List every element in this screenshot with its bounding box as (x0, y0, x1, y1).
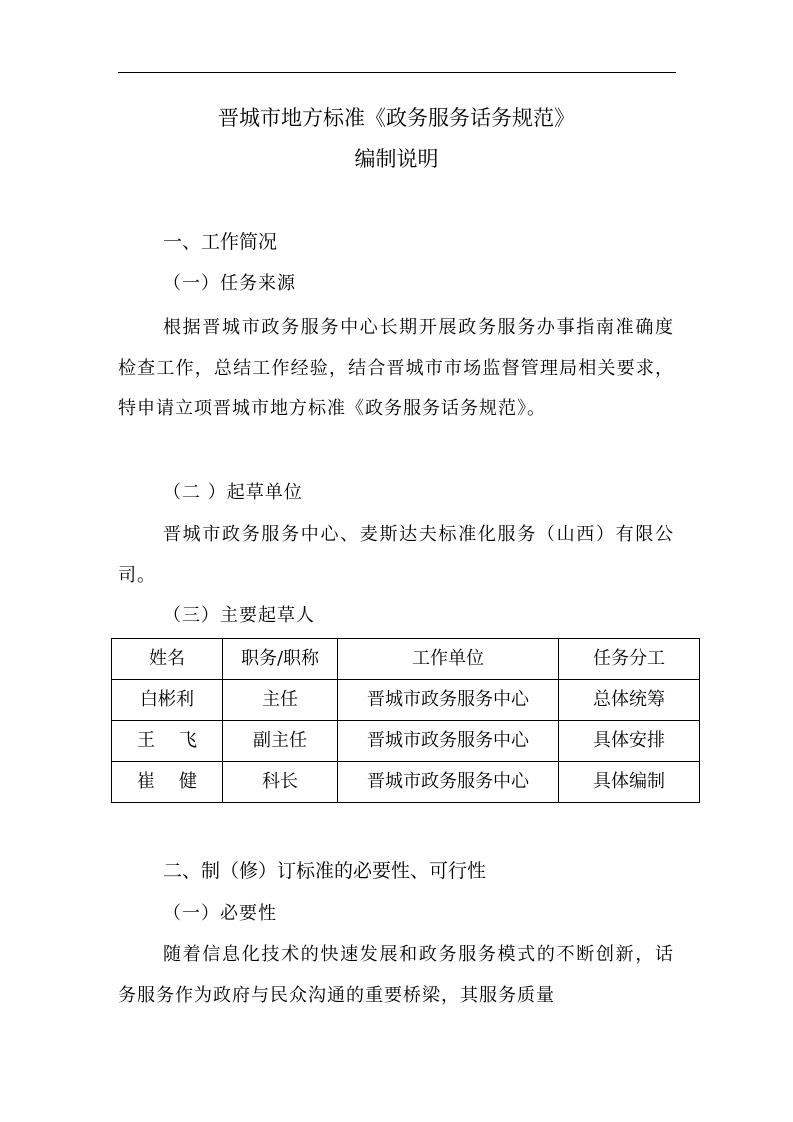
table-cell-unit: 晋城市政务服务中心 (338, 762, 559, 803)
paragraph-drafting-unit: 晋城市政务服务中心、麦斯达夫标准化服务（山西）有限公司。 (118, 524, 674, 586)
subsection-heading-drafting-unit: （二 ）起草单位 (163, 482, 303, 503)
subsection-heading-main-drafters: （三）主要起草人 (163, 605, 315, 626)
table-cell-title: 科长 (223, 762, 338, 803)
table-cell-title: 主任 (223, 680, 338, 721)
table-cell-name: 白彬利 (112, 680, 223, 721)
table-header-cell: 姓名 (112, 639, 223, 680)
header-rule (118, 72, 676, 73)
table-cell-task: 总体统筹 (559, 680, 700, 721)
document-subtitle: 编制说明 (354, 147, 439, 171)
table-cell-unit: 晋城市政务服务中心 (338, 721, 559, 762)
table-header-row (112, 639, 700, 680)
table-header-cell: 职务/职称 (223, 639, 338, 680)
table-header-cell: 任务分工 (559, 639, 700, 680)
subsection-heading-necessity: （一）必要性 (163, 903, 277, 924)
subsection-heading-task-source: （一）任务来源 (163, 273, 296, 294)
table-row (112, 721, 700, 762)
drafters-table (111, 638, 700, 803)
document-title: 晋城市地方标准《政务服务话务规范》 (218, 106, 575, 130)
table-cell-title: 副主任 (223, 721, 338, 762)
table-cell-task: 具体安排 (559, 721, 700, 762)
section-heading-necessity-feasibility: 二、制（修）订标准的必要性、可行性 (163, 860, 487, 882)
table-cell-task: 具体编制 (559, 762, 700, 803)
paragraph-task-source: 根据晋城市政务服务中心长期开展政务服务办事指南准确度检查工作，总结工作经验，结合晋城市市场监督管理局相关要求，特申请立项晋城市地方标准《政务服务话务规范》。 (118, 317, 674, 419)
table-cell-unit: 晋城市政务服务中心 (338, 680, 559, 721)
section-heading-work-overview: 一、工作简况 (163, 231, 278, 253)
paragraph-necessity: 随着信息化技术的快速发展和政务服务模式的不断创新，话务服务作为政府与民众沟通的重要桥梁，其服务质量 (118, 944, 674, 1006)
table-row (112, 762, 700, 803)
table-header-cell: 工作单位 (338, 639, 559, 680)
table-row (112, 680, 700, 721)
table-cell-name: 崔健 (112, 762, 223, 803)
table-cell-name: 王飞 (112, 721, 223, 762)
